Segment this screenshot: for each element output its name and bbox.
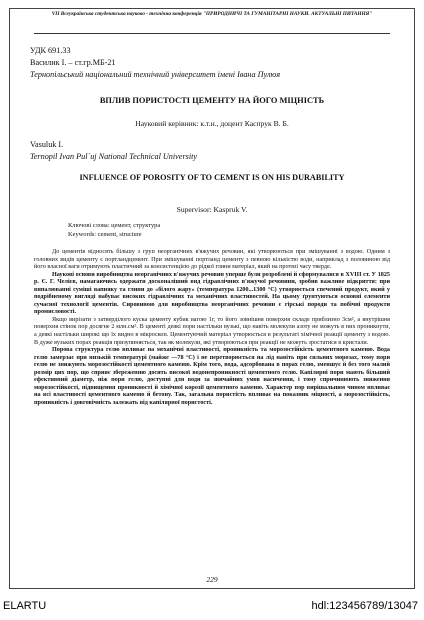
paragraph-2: Наукові основи виробництва неорганічних в'яжучих речовин уперше були розроблені й сформувалися в ХVІІІ ст. У 1825 р. Є. Г. Челієв, намагаючись одержати досконаліший вид гідравлічних в'яжучої речовини, зробив важливе відкриття: при випалюванні суміші вапняку та глини до «білого жару» (температура 1200...1300 °С) утворюється спечений продукт, який у подрібненому вигляді набуває високих гідравлічних та механічних властивостей. На цьому ґрунтуються основні елементи сучасної технології цементів. Сировиною для виробництва неорганічних речовин є гірські породи та побічні продукти промисловості. — [34, 271, 390, 316]
paragraph-3: Якщо вирізати з затверділого куска цементу кубик вагою 1г, то його зовнішня поверхня складе приблизно 3см², а внутрішня поверхня стінок пор досягне 2 млн.см². В цементі деякі пори настільки вузькі, що навіть молекули азоту не можуть в них проникнути, а деякі настільки широкі що їх видно в мікроскоп. Цементуючий матеріал утворюється в результаті хімічної реакції цементу з водою. В дуже вузьких порах реакція призупиняється, так як молекули, які утворюються при реакції не можуть зростатися в кристали. — [34, 316, 390, 346]
conference-header: VII Всеукраїнська студентська науково - технічна конференція "ПРИРОДНИЧІ ТА ГУМАНІТАРНІ НАУКИ. АКТУАЛЬНІ ПИТАННЯ" — [51, 11, 373, 17]
title-uk: ВПЛИВ ПОРИСТОСТІ ЦЕМЕНТУ НА ЙОГО МІЦНІСТЬ — [99, 96, 325, 105]
supervisor-en: Supervisor: Kaspruk V. — [176, 205, 248, 214]
footer-bar — [0, 596, 424, 620]
keywords-en: Keywords: cement, structure — [68, 231, 142, 238]
header-divider — [34, 33, 390, 34]
title-en: INFLUENCE OF POROSITY OF TO CEMENT IS ON HIS DURABILITY — [79, 173, 345, 182]
supervisor-uk: Науковий керівник: к.т.н., доцент Каспрук В. Б. — [135, 119, 289, 128]
affiliation-uk: Тернопільський національний технічний університет імені Івана Пулюя — [30, 70, 281, 79]
page-frame — [9, 8, 415, 589]
affiliation-en: Ternopil Ivan Pul`uj National Technical University — [30, 152, 197, 161]
paragraph-4: Порова структура гелю впливає на механічні властивості, проникність та морозостійкість цементного каменю. Вода гелю замерзає при низькій температурі (майже —78 °С) і не перетворюється на лід навіть при сильних морозах, тому пори гелю не знижують морозостійкості цементного каменю. Крім того, вода, адсорбована в порах гелю, зменшує й без того малий розмір цих пор, що сприяє збереженню досить високої водонепроникності цементного гелю. Капілярні пори мають більший ефективний діаметр, ніж пори гелю, доступні для води за звичайних умов насичення, і тому спричинюють зниження морозостійкості, підвищення проникності й хімічної корозії цементного каменю. Характер пор вирішальним чином впливає на всі властивості цементного каменю й бетону. Так, загальна пористість впливає на показник міцності, а морозостійкість, проникність і довговічність залежать від капілярної пористості. — [34, 347, 390, 406]
paragraph-1: До цементів відносять більшу з груп неорганічних в'яжучих речовин, які утворюються при змішуванні з водою. Одним з головних видів цементу є портландцемент. При змішуванні портланд цементу з певною кількістю води, наприклад з половиною від його власної ваги отримують пластичний за консистенцією до рідкої глини матеріал, який на протязі часу тверде. — [34, 249, 390, 271]
author-uk: Василик І. – ст.гр.МБ-21 — [30, 58, 116, 67]
article-body — [34, 249, 390, 407]
page-number: 229 — [206, 575, 218, 584]
handle-identifier[interactable]: hdl:123456789/13047 — [311, 600, 418, 612]
repository-name: ELARTU — [3, 600, 47, 612]
keywords-uk: Ключові слова: цемент, структура — [68, 222, 161, 229]
udc-code: УДК 691.33 — [30, 46, 71, 55]
author-en: Vasuluk I. — [30, 140, 64, 149]
